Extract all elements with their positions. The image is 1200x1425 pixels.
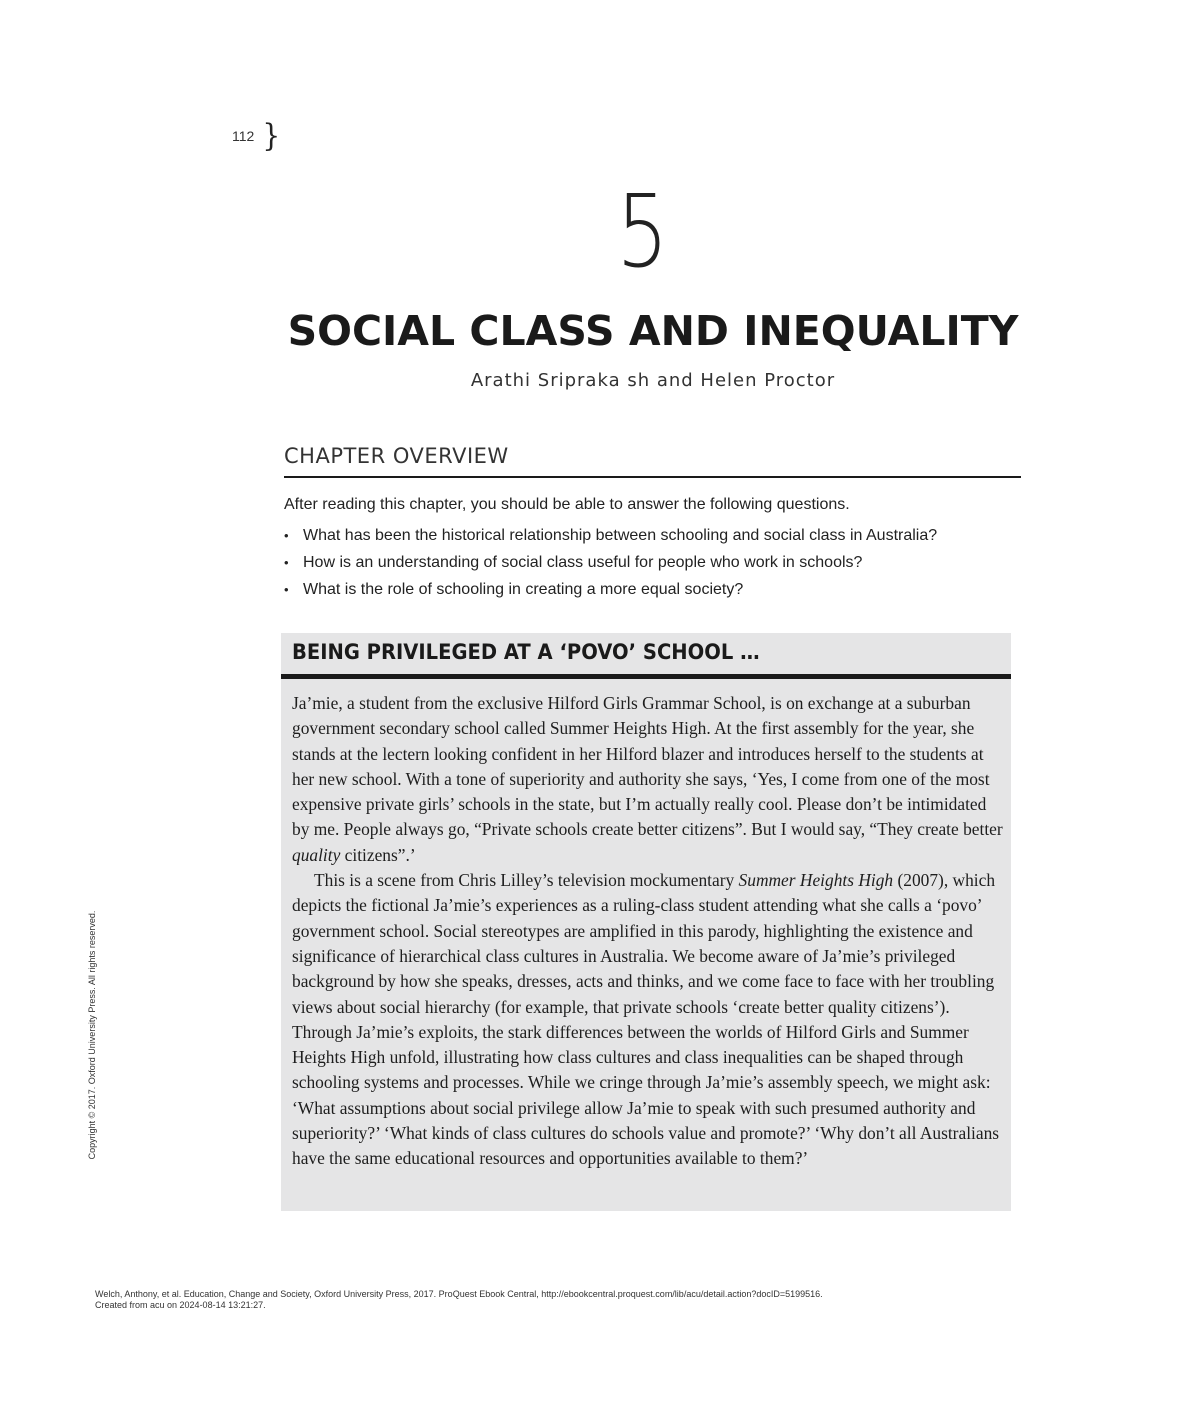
bullet-icon: • <box>284 555 289 570</box>
question-text: How is an understanding of social class useful for people who work in schools? <box>303 553 863 571</box>
citation-line: Welch, Anthony, et al. Education, Change and Society, Oxford University Press, 2017. ProQuest Ebook Central, http://ebookcentral.proquest.com/lib/acu/detail.action?docID=5199516. <box>95 1289 823 1299</box>
chapter-overview-heading: CHAPTER OVERVIEW <box>284 444 1021 478</box>
bullet-icon: • <box>284 582 289 597</box>
case-study-divider <box>281 674 1011 679</box>
list-item <box>284 549 937 576</box>
paragraph-text: (2007), which depicts the fictional Ja’mie’s experiences as a ruling-class student attending what she calls a ‘povo’ government school. Social stereotypes are amplified in this parody, highlighting the existence and significance of hierarchical class cultures in Australia. We become aware of Ja’mie’s privileged background by how she speaks, dresses, acts and thinks, and we come face to face with her troubling views about social hierarchy (for example, that private schools ‘create better quality citizens’). Through Ja’mie’s exploits, the stark differences between the worlds of Hilford Girls and Summer Heights High unfold, illustrating how class cultures and class inequalities can be shaped through schooling systems and processes. While we cringe through Ja’mie’s assembly speech, we might ask: ‘What assumptions about social privilege allow Ja’mie to speak with such presumed authority and superiority?’ ‘What kinds of class cultures do schools value and promote?’ ‘Why don’t all Australians have the same educational resources and opportunities available to them?’ <box>292 870 1000 1169</box>
chapter-overview-intro: After reading this chapter, you should be able to answer the following questions. <box>284 496 850 513</box>
list-item <box>284 576 937 603</box>
paragraph-text: Ja’mie, a student from the exclusive Hilford Girls Grammar School, is on exchange at a suburban government secondary school called Summer Heights High. At the first assembly for the year, she stands at the lectern looking confident in her Hilford blazer and introduces herself to the students at her new school. With a tone of superiority and authority she says, ‘Yes, I come from one of the most expensive private girls’ schools in the state, but I’m actually really cool. Please don’t be intimidated by me. People always go, “Private schools create better citizens”. But I would say, “They create better <box>292 693 1003 840</box>
page-number <box>232 117 281 154</box>
bullet-icon: • <box>284 528 289 543</box>
case-study-heading: BEING PRIVILEGED AT A ‘POVO’ SCHOOL … <box>292 640 760 664</box>
chapter-authors: Arathi Sripraka sh and Helen Proctor <box>470 370 836 391</box>
case-study-paragraph <box>292 691 1007 868</box>
chapter-number: 5 <box>616 173 669 290</box>
paragraph-text: This is a scene from Chris Lilley’s television mockumentary <box>314 870 739 891</box>
side-copyright-notice: Copyright © 2017. Oxford University Press. All rights reserved. <box>87 910 97 1160</box>
case-study-body <box>292 691 1007 1172</box>
chapter-overview-questions <box>284 522 937 603</box>
chapter-title: SOCIAL CLASS AND INEQUALITY <box>287 307 1019 355</box>
list-item <box>284 522 937 549</box>
paragraph-text: citizens”.’ <box>340 844 416 865</box>
case-study-paragraph <box>292 868 1007 1172</box>
page-number-text: 112 <box>232 128 255 144</box>
case-study-box <box>281 633 1011 1211</box>
show-title: Summer Heights High <box>738 870 894 891</box>
question-text: What is the role of schooling in creating a more equal society? <box>303 580 744 598</box>
created-line: Created from acu on 2024-08-14 13:21:27. <box>95 1300 266 1310</box>
emphasis-text: quality <box>292 844 341 865</box>
citation-footer <box>95 1289 823 1311</box>
question-text: What has been the historical relationship between schooling and social class in Australia? <box>303 526 938 544</box>
page-number-brace: } <box>262 117 281 154</box>
